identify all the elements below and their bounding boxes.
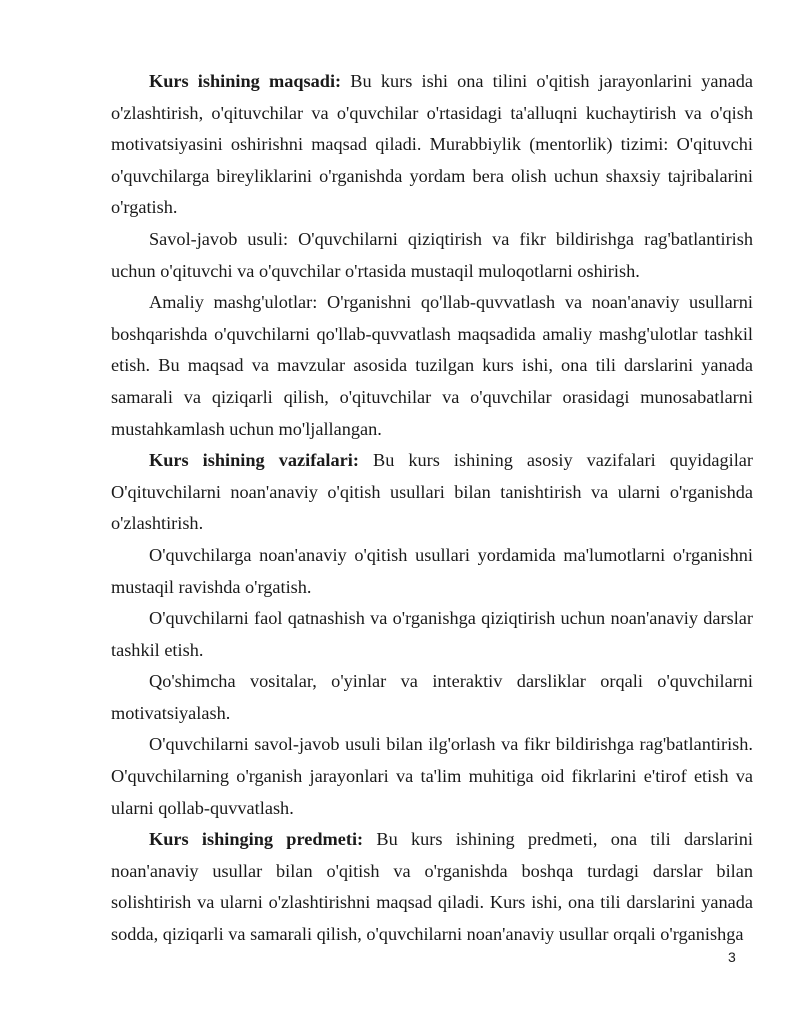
paragraph-task-feedback [111,729,753,824]
heading-subject: Kurs ishinging predmeti: [149,829,364,850]
paragraph-question-answer [111,224,753,287]
heading-goal: Kurs ishining maqsadi: [149,71,342,91]
paragraph-task-active-text: O'quvchilarni faol qatnashish va o'rganishga qiziqtirish uchun noan'anaviy darslar tashkil etish. [111,608,753,660]
paragraph-task-active [111,603,753,666]
paragraph-tasks [111,445,753,540]
paragraph-question-answer-text: Savol-javob usuli: O'quvchilarni qiziqtirish va fikr bildirishga rag'batlantirish uchun o'qituvchi va o'quvchilar o'rtasida mustaqil muloqotlarni oshirish. [111,228,753,281]
paragraph-task-feedback-text: O'quvchilarni savol-javob usuli bilan ilg'orlash va fikr bildirishga rag'batlantirish. O'quvchilarning o'rganish jarayonlari va ta'lim muhitiga oid fikrlarini e'tirof etish va ularni qollab-quvvatlash. [111,734,753,818]
paragraph-subject [111,824,753,950]
paragraph-tasks-text: Bu kurs ishining asosiy vazifalari quyidagilar O'qituvchilarni noan'anaviy o'qitish usullari bilan tanishtirish va ularni o'rganishda o'zlashtirish. [111,450,753,534]
paragraph-task-independent-text: O'quvchilarga noan'anaviy o'qitish usullari yordamida ma'lumotlarni o'rganishni mustaqil ravishda o'rgatish. [111,544,753,597]
paragraph-task-independent [111,540,753,603]
paragraph-goal [111,66,753,224]
paragraph-task-motivation [111,666,753,729]
paragraph-subject-text: Bu kurs ishining predmeti, ona tili darslarini noan'anaviy usullar bilan o'qitish va o'rganishda boshqa turdagi darslar bilan solishtirish va ularni o'zlashtirishni maqsad qiladi. Kurs ishi, ona tili darslarini yanada sodda, qiziqarli va samarali qilish, o'quvchilarni noan'anaviy usullar orqali o'rganishga [111,829,753,945]
document-body [111,66,753,951]
paragraph-task-motivation-text: Qo'shimcha vositalar, o'yinlar va interaktiv darsliklar orqali o'quvchilarni motivatsiyalash. [111,671,753,723]
paragraph-practical-lessons [111,287,753,445]
page-number: 3 [728,949,736,965]
heading-tasks: Kurs ishining vazifalari: [149,450,359,471]
paragraph-practical-lessons-text: Amaliy mashg'ulotlar: O'rganishni qo'llab-quvvatlash va noan'anaviy usullarni boshqarishda o'quvchilarni qo'llab-quvvatlash maqsadida amaliy mashg'ulotlar tashkil etish. Bu maqsad va mavzular asosida tuzilgan kurs ishi, ona tili darslarini yanada samarali va qiziqarli qilish, o'qituvchilar va o'quvchilar orasidagi munosabatlarni mustahkamlash uchun mo'ljallangan. [111,292,753,439]
paragraph-goal-text: Bu kurs ishi ona tilini o'qitish jarayonlarini yanada o'zlashtirish, o'qituvchilar va o'quvchilar o'rtasidagi ta'alluqni kuchaytirish va o'qish motivatsiyasini oshirishni maqsad qiladi. Murabbiylik (mentorlik) tizimi: O'qituvchi o'quvchilarga bireyliklarini o'rganishda yordam bera olish uchun shaxsiy tajribalarini o'rgatish. [111,71,753,218]
